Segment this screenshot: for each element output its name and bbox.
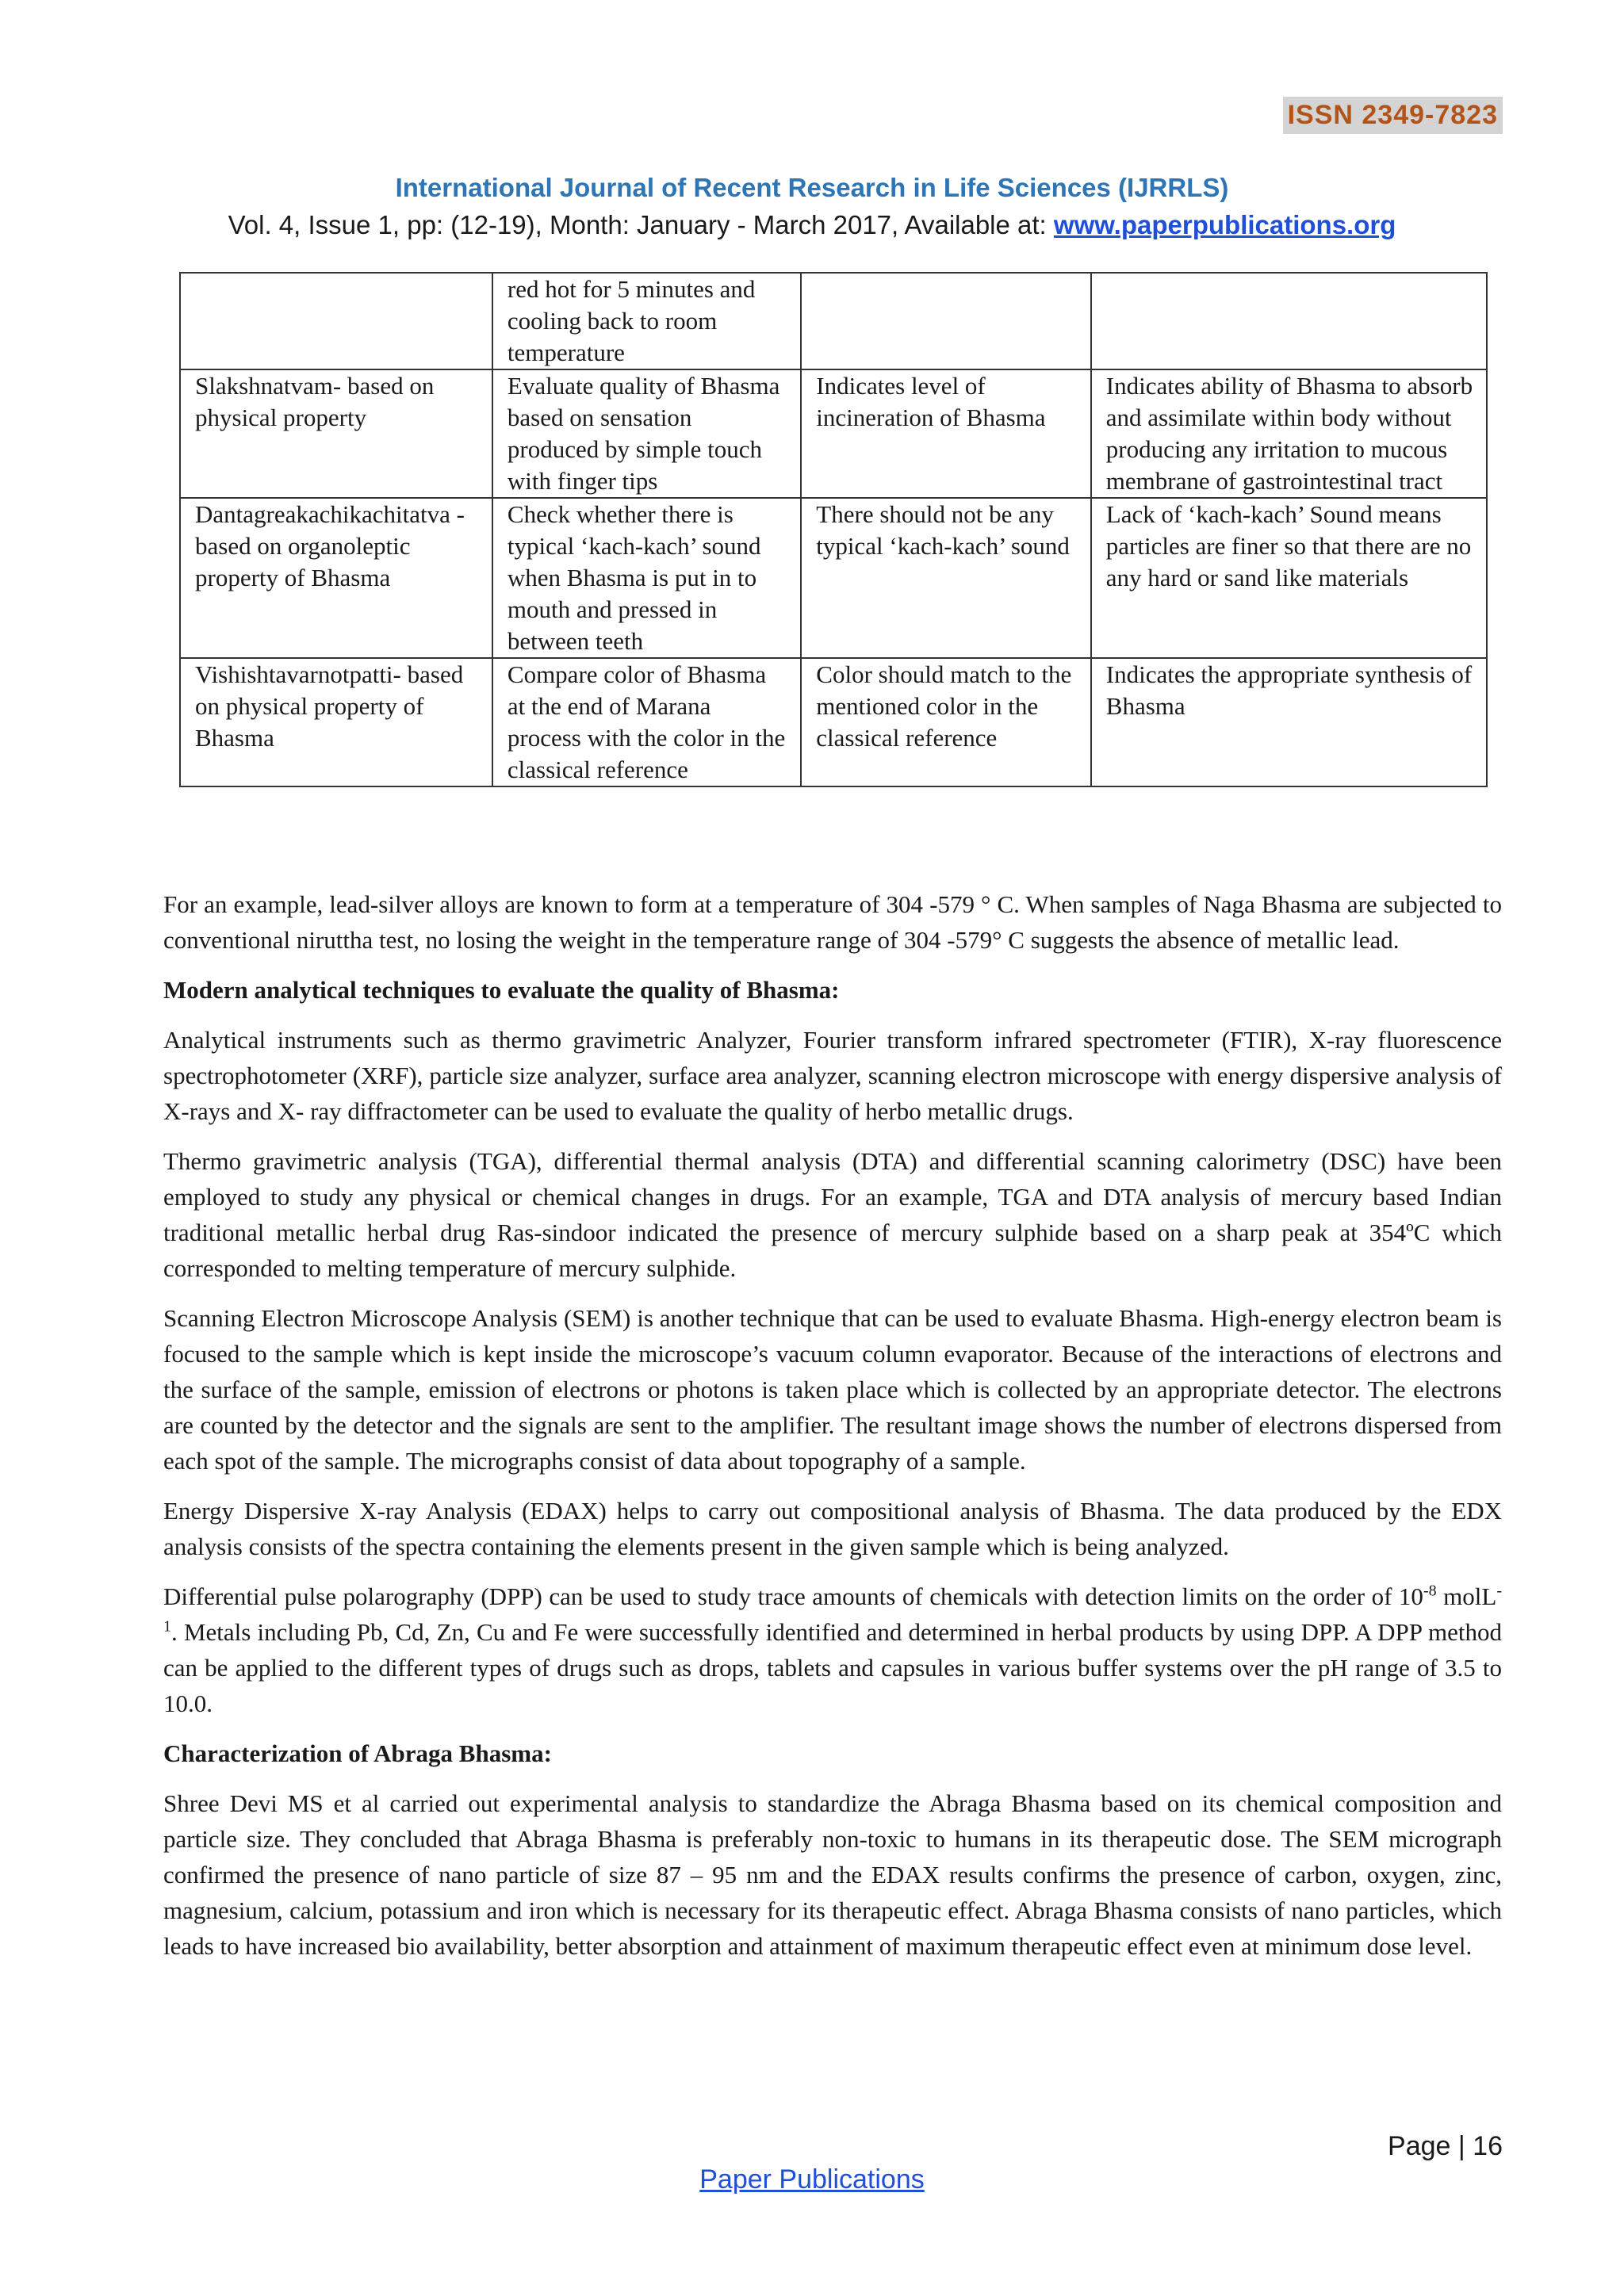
table-cell: Indicates level of incineration of Bhasma — [801, 369, 1090, 498]
table-cell — [180, 273, 492, 369]
table-cell: Check whether there is typical ‘kach-kach’ sound when Bhasma is put in to mouth and pressed in between teeth — [492, 498, 801, 658]
table-cell: red hot for 5 minutes and cooling back to room temperature — [492, 273, 801, 369]
heading-modern-techniques: Modern analytical techniques to evaluate the quality of Bhasma: — [163, 976, 840, 1004]
paragraph-dpp — [163, 1578, 1502, 1721]
journal-subtitle — [0, 210, 1624, 240]
footer — [0, 2164, 1624, 2195]
paragraph-sem: Scanning Electron Microscope Analysis (SEM) is another technique that can be used to evaluate Bhasma. High-energy electron beam is focused to the sample which is kept inside the microscope’s vacuum column evaporator. Because of the interactions of electrons and the surface of the sample, emission of electrons or photons is taken place which is collected by an appropriate detector. The electrons are counted by the detector and the signals are sent to the amplifier. The resultant image shows the number of electrons dispersed from each spot of the sample. The micrographs consist of data about topography of a sample. — [163, 1304, 1502, 1475]
page-number: Page | 16 — [1388, 2131, 1503, 2161]
paragraph-abraga: Shree Devi MS et al carried out experimental analysis to standardize the Abraga Bhasma based on its chemical composition and particle size. They concluded that Abraga Bhasma is preferably non-toxic to humans in its therapeutic dose. The SEM micrograph confirmed the presence of nano particle of size 87 – 95 nm and the EDAX results confirms the presence of carbon, oxygen, zinc, magnesium, calcium, potassium and iron which is necessary for its therapeutic effect. Abraga Bhasma consists of nano particles, which leads to have increased bio availability, better absorption and attainment of maximum therapeutic effect even at minimum dose level. — [163, 1789, 1502, 1960]
table-cell — [801, 273, 1090, 369]
journal-website-link[interactable]: www.paperpublications.org — [1053, 210, 1396, 239]
superscript-exponent: -1 — [163, 1582, 1502, 1636]
journal-volume-info: Vol. 4, Issue 1, pp: (12-19), Month: January - March 2017, Available at: — [228, 210, 1054, 239]
table-cell: There should not be any typical ‘kach-kach’ sound — [801, 498, 1090, 658]
dpp-text-c: . Metals including Pb, Cd, Zn, Cu and Fe were successfully identified and determined in herbal products by using DPP. A DPP method can be applied to the different types of drugs such as drops, tablets and capsules in various buffer systems over the pH range of 3.5 to 10.0. — [163, 1618, 1502, 1717]
paragraph-analytical-instruments: Analytical instruments such as thermo gravimetric Analyzer, Fourier transform infrared spectrometer (FTIR), X-ray fluorescence spectrophotometer (XRF), particle size analyzer, surface area analyzer, scanning electron microscope with energy dispersive analysis of X-rays and X- ray diffractometer can be used to evaluate the quality of herbo metallic drugs. — [163, 1026, 1502, 1125]
article-body — [163, 886, 1502, 1978]
dpp-text-b: molL — [1436, 1582, 1497, 1610]
bhasma-tests-table — [179, 272, 1488, 787]
paragraph-edax: Energy Dispersive X-ray Analysis (EDAX) helps to carry out compositional analysis of Bhasma. The data produced by the EDX analysis consists of the spectra containing the elements present in the given sample which is being analyzed. — [163, 1497, 1502, 1560]
table-cell: Lack of ‘kach-kach’ Sound means particles are finer so that there are no any hard or sand like materials — [1091, 498, 1487, 658]
paragraph-lead-silver: For an example, lead-silver alloys are known to form at a temperature of 304 -579 ° C. When samples of Naga Bhasma are subjected to conventional niruttha test, no losing the weight in the temperature range of 304 -579° C suggests the absence of metallic lead. — [163, 890, 1502, 954]
table-cell: Dantagreakachikachitatva -based on organoleptic property of Bhasma — [180, 498, 492, 658]
table-row — [180, 498, 1487, 658]
table-cell: Evaluate quality of Bhasma based on sensation produced by simple touch with finger tips — [492, 369, 801, 498]
table-cell: Indicates the appropriate synthesis of Bhasma — [1091, 658, 1487, 786]
table-cell — [1091, 273, 1487, 369]
publisher-link[interactable]: Paper Publications — [699, 2164, 925, 2195]
table-row — [180, 658, 1487, 786]
table-cell: Vishishtavarnotpatti- based on physical property of Bhasma — [180, 658, 492, 786]
table-row — [180, 273, 1487, 369]
superscript-exponent: -8 — [1423, 1582, 1437, 1600]
paragraph-thermo-gravimetric: Thermo gravimetric analysis (TGA), differential thermal analysis (DTA) and differential scanning calorimetry (DSC) have been employed to study any physical or chemical changes in drugs. For an example, TGA and DTA analysis of mercury based Indian traditional metallic herbal drug Ras-sindoor indicated the presence of mercury sulphide based on a sharp peak at 354ºC which corresponded to melting temperature of mercury sulphide. — [163, 1147, 1502, 1282]
table-cell: Compare color of Bhasma at the end of Marana process with the color in the classical reference — [492, 658, 801, 786]
table-row — [180, 369, 1487, 498]
heading-abraga-bhasma: Characterization of Abraga Bhasma: — [163, 1739, 552, 1767]
dpp-text-a: Differential pulse polarography (DPP) can be used to study trace amounts of chemicals with detection limits on the order of 10 — [163, 1582, 1423, 1610]
journal-title: International Journal of Recent Research in Life Sciences (IJRRLS) — [395, 173, 1229, 202]
table-cell: Indicates ability of Bhasma to absorb and assimilate within body without producing any irritation to mucous membrane of gastrointestinal tract — [1091, 369, 1487, 498]
table-cell: Slakshnatvam- based on physical property — [180, 369, 492, 498]
table-cell: Color should match to the mentioned color in the classical reference — [801, 658, 1090, 786]
issn-label: ISSN 2349-7823 — [1283, 97, 1503, 134]
